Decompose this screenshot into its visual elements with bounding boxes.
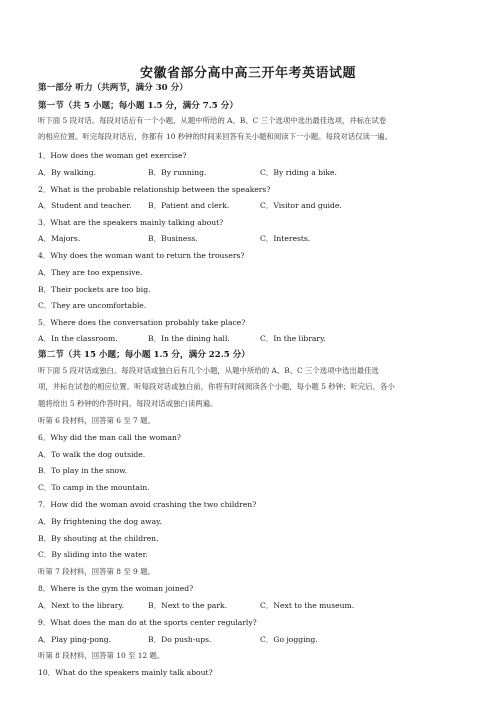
section1-heading: 第一节（共 5 小题；每小题 1.5 分，满分 7.5 分） xyxy=(38,101,238,111)
question-3-stem: 3．What are the speakers mainly talking about? xyxy=(38,218,224,227)
question-5-option-c[interactable]: C．In the library. xyxy=(260,334,326,343)
question-4-option-a[interactable]: A．They are too expensive. xyxy=(38,268,143,277)
question-2-options xyxy=(38,201,458,211)
question-4-stem: 4．Why does the woman want to return the trousers? xyxy=(38,251,245,260)
part1-heading: 第一部分 听力（共两节，满分 30 分） xyxy=(38,83,188,93)
question-5-stem: 5．Where does the conversation probably take place? xyxy=(38,318,246,327)
question-2-option-a[interactable]: A．Student and teacher. xyxy=(38,201,132,210)
question-8-option-c[interactable]: C．Next to the museum. xyxy=(260,601,355,610)
question-9-option-c[interactable]: C．Go jogging. xyxy=(260,635,318,644)
question-1-options xyxy=(38,168,458,178)
section2-instructions-line1: 听下面 5 段对话或独白。每段对话或独白后有几个小题，从题中所给的 A、B、C 三个选项中选出最佳选 xyxy=(38,366,379,375)
question-10-stem: 10．What do the speakers mainly talk about? xyxy=(38,668,213,677)
question-5-options xyxy=(38,334,458,344)
question-9-options xyxy=(38,635,458,645)
question-7-option-c[interactable]: C．By sliding into the water. xyxy=(38,550,148,559)
question-8-options xyxy=(38,601,458,611)
question-9-option-a[interactable]: A．Play ping-pong. xyxy=(38,635,112,644)
question-1-option-b[interactable]: B．By running. xyxy=(148,168,207,177)
question-5-option-a[interactable]: A．In the classroom. xyxy=(38,334,118,343)
question-9-stem: 9．What does the man do at the sports center regularly? xyxy=(38,618,257,627)
question-8-option-a[interactable]: A．Next to the library. xyxy=(38,601,125,610)
question-6-option-b[interactable]: B．To play in the snow. xyxy=(38,466,128,475)
question-2-stem: 2．What is the probable relationship between the speakers? xyxy=(38,185,271,194)
section1-instructions-line1: 听下面 5 段对话。每段对话后有一个小题，从题中所给的 A、B、C 三个选项中选出最佳选项，并标在试卷 xyxy=(38,116,387,125)
material-note-8: 听第 8 段材料，回答第 10 至 12 题。 xyxy=(38,651,165,660)
question-9-option-b[interactable]: B．Do push-ups. xyxy=(148,635,212,644)
question-1-stem: 1．How does the woman get exercise? xyxy=(38,151,187,160)
question-8-stem: 8．Where is the gym the woman joined? xyxy=(38,584,194,593)
question-2-option-b[interactable]: B．Patient and clerk. xyxy=(148,201,230,210)
question-3-option-a[interactable]: A．Majors. xyxy=(38,234,81,243)
question-7-option-b[interactable]: B．By shouting at the children. xyxy=(38,534,159,543)
question-1-option-c[interactable]: C．By riding a bike. xyxy=(260,168,337,177)
section1-instructions-line2: 的相应位置。听完每段对话后，你都有 10 秒钟的时间来回答有关小题和阅读下一小题。每段对话仅读一遍。 xyxy=(38,132,393,141)
question-8-option-b[interactable]: B．Next to the park. xyxy=(148,601,227,610)
question-6-option-c[interactable]: C．To camp in the mountain. xyxy=(38,483,150,492)
question-4-option-b[interactable]: B．Their pockets are too big. xyxy=(38,285,151,294)
material-note-6: 听第 6 段材料，回答第 6 至 7 题。 xyxy=(38,416,155,425)
page-title: 安徽省部分高中高三开年考英语试题 xyxy=(139,66,356,81)
question-5-option-b[interactable]: B．In the dining hall. xyxy=(148,334,230,343)
section2-heading: 第二节（共 15 小题；每小题 1.5 分，满分 22.5 分） xyxy=(38,350,250,360)
question-4-option-c[interactable]: C．They are uncomfortable. xyxy=(38,301,147,310)
question-3-options xyxy=(38,234,458,244)
question-3-option-c[interactable]: C．Interests. xyxy=(260,234,311,243)
question-7-option-a[interactable]: A．By frightening the dog away. xyxy=(38,517,162,526)
question-7-stem: 7．How did the woman avoid crashing the two children? xyxy=(38,500,257,509)
section2-instructions-line3: 题将给出 5 秒钟的作答时间。每段对话或独白读两遍。 xyxy=(38,399,218,408)
question-6-stem: 6．Why did the man call the woman? xyxy=(38,433,181,442)
question-2-option-c[interactable]: C．Visitor and guide. xyxy=(260,201,342,210)
question-6-option-a[interactable]: A．To walk the dog outside. xyxy=(38,450,146,459)
question-3-option-b[interactable]: B．Business. xyxy=(148,234,198,243)
material-note-7: 听第 7 段材料，回答第 8 至 9 题。 xyxy=(38,567,155,576)
question-1-option-a[interactable]: A．By walking. xyxy=(38,168,97,177)
section2-instructions-line2: 项，并标在试卷的相应位置。听每段对话或独白前，你将有时间阅读各个小题，每小题 5 秒钟；听完后，各小 xyxy=(38,382,395,391)
